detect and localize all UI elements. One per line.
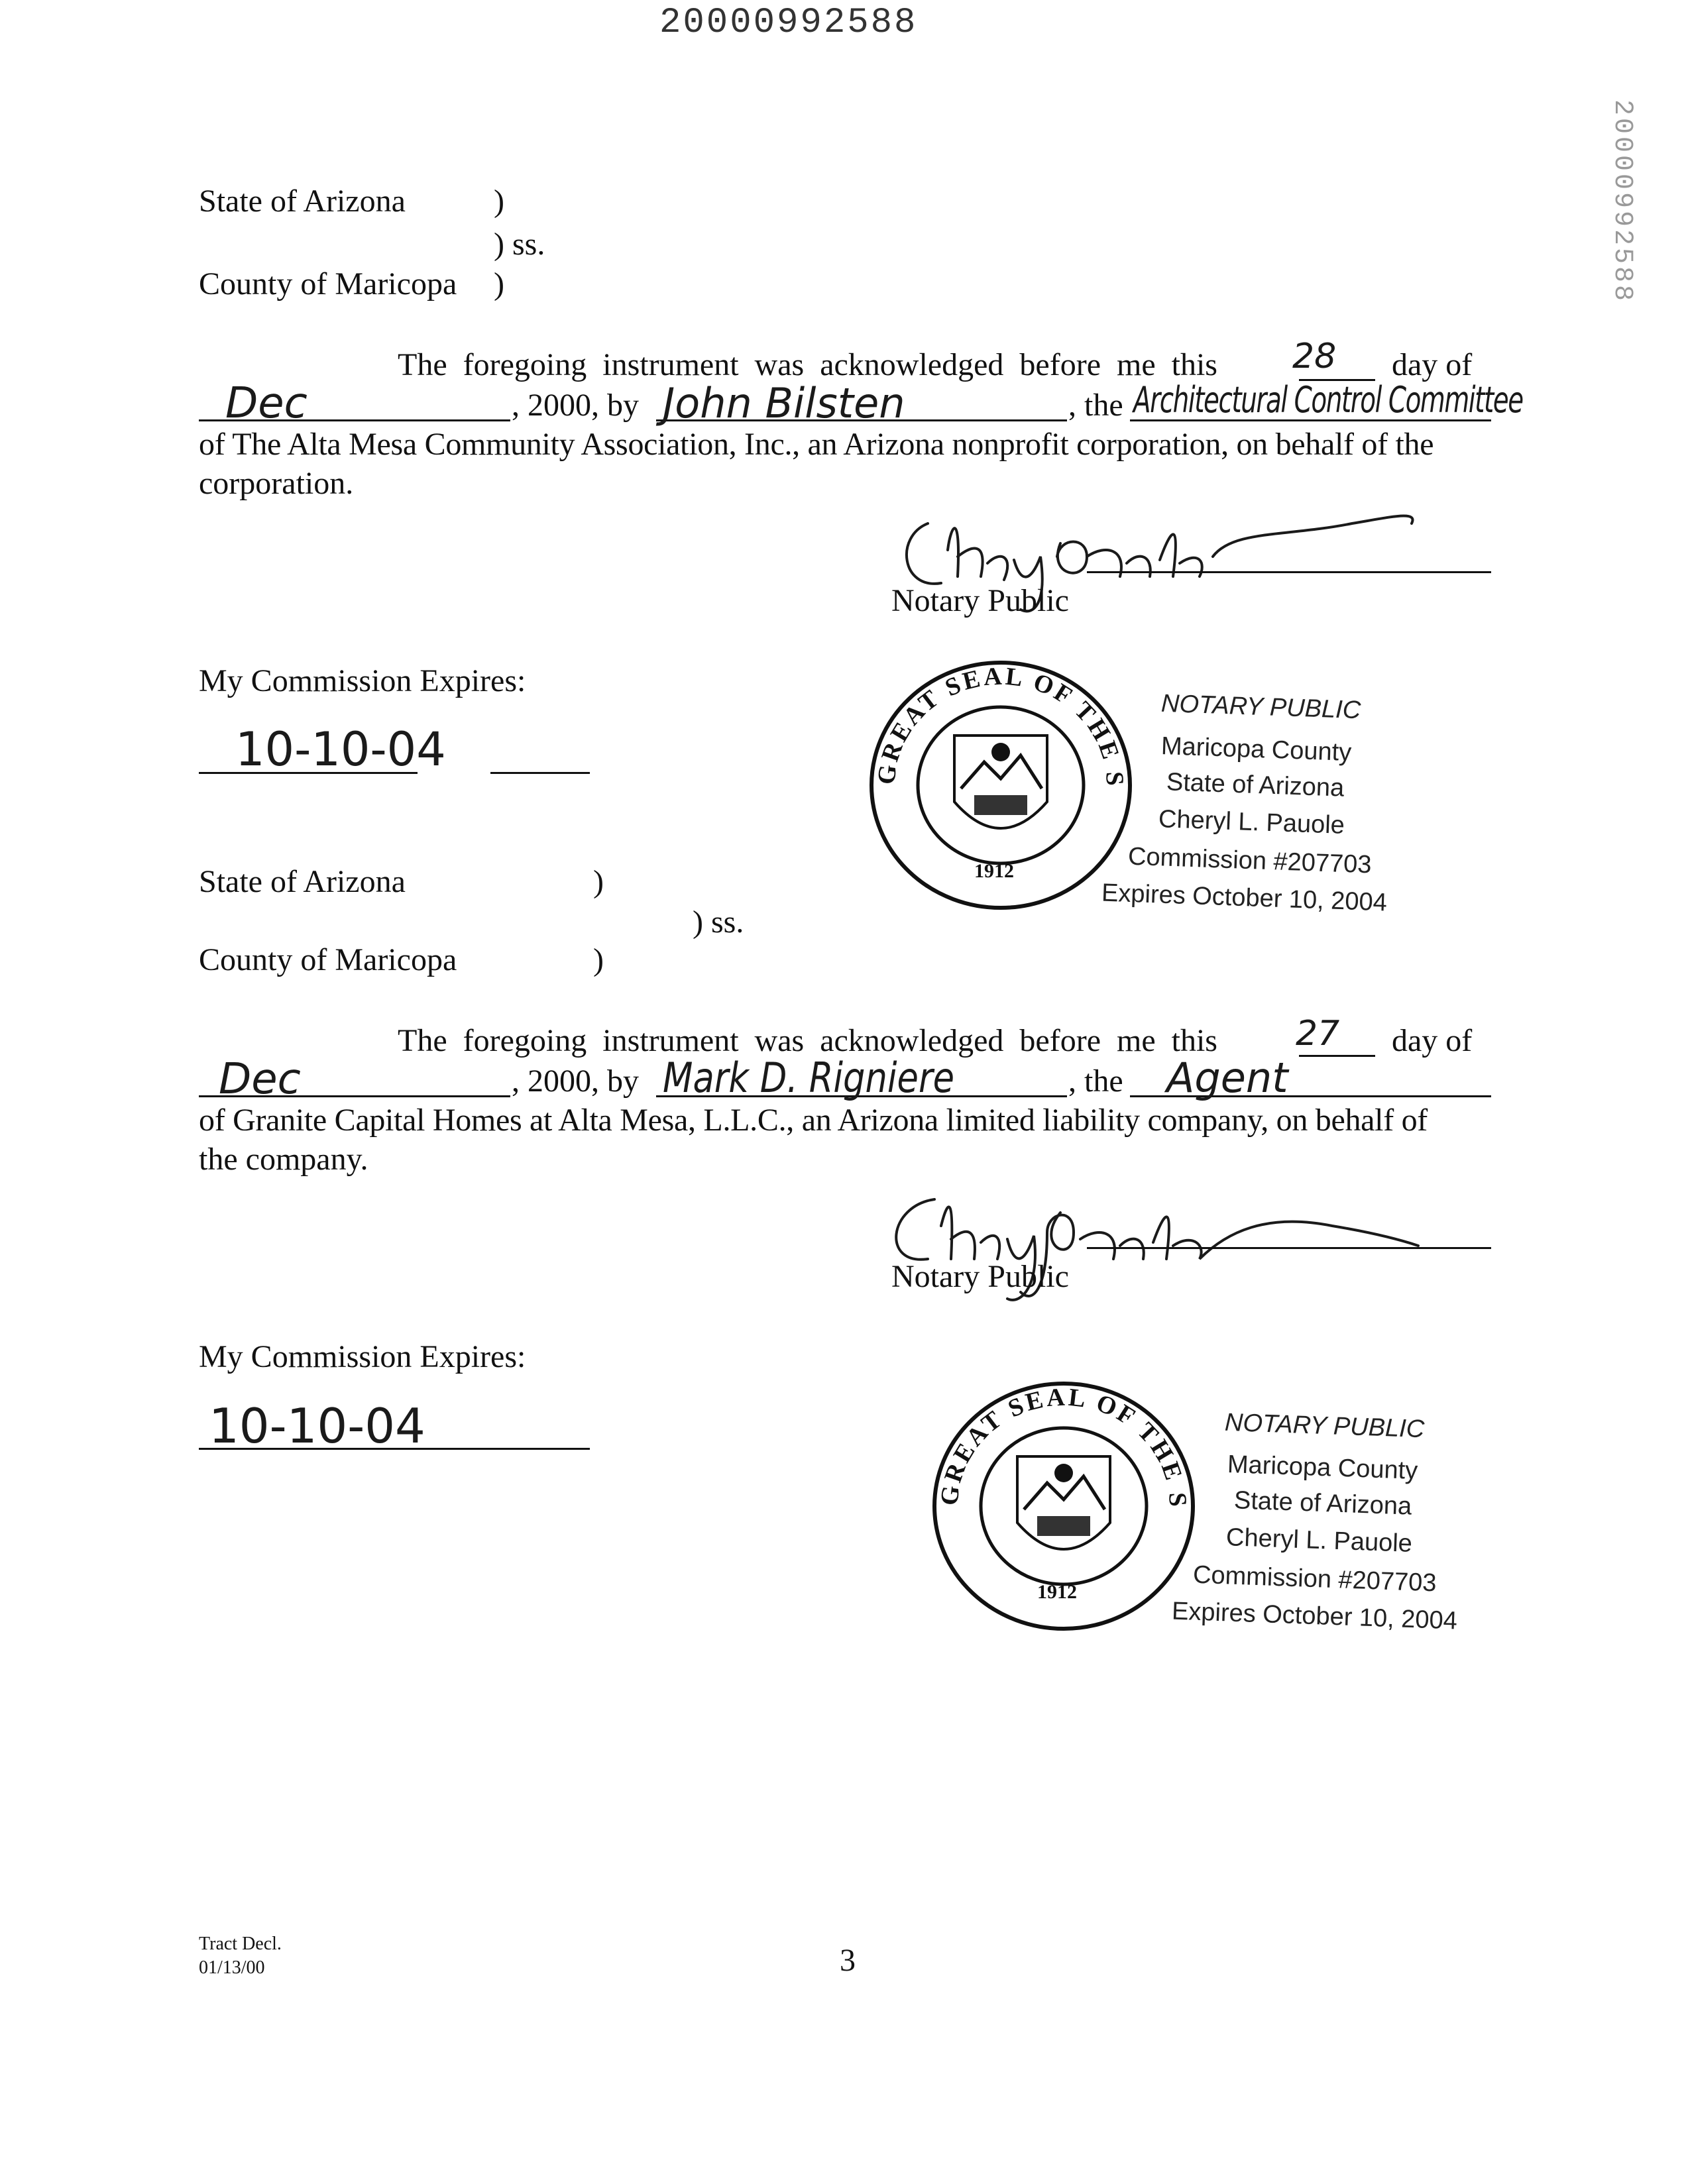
state-seal-2-year: 1912 (1037, 1581, 1077, 1603)
venue-paren-bottom-2: ) (593, 942, 604, 977)
venue-ss: ) ss. (494, 227, 545, 262)
footer-doc-name: Tract Decl. (199, 1934, 282, 1954)
commission-date-2: 10-10-04 (209, 1398, 425, 1454)
commission-label-1: My Commission Expires: (199, 663, 526, 698)
venue-state-2: State of Arizona (199, 864, 406, 899)
ack-month: Dec (225, 379, 308, 428)
ack2-day: 27 (1296, 1014, 1340, 1054)
venue-county-2: County of Maricopa (199, 942, 457, 977)
stamp1-line3: State of Arizona (1166, 768, 1345, 802)
notary-line-2 (1087, 1247, 1491, 1249)
notary-label-2: Notary Public (891, 1259, 1069, 1294)
ack-line1-end: day of (1392, 347, 1473, 382)
notary-label-1: Notary Public (891, 583, 1069, 618)
ack2-line4: the company. (199, 1142, 368, 1177)
stamp2-line5: Commission #207703 (1192, 1560, 1437, 1598)
stamp1-line6: Expires October 10, 2004 (1101, 879, 1388, 917)
state-seal-1-year: 1912 (974, 860, 1014, 882)
commission-blank-1b (490, 772, 590, 774)
stamp2-line6: Expires October 10, 2004 (1171, 1597, 1458, 1635)
ack-day: 28 (1292, 337, 1337, 376)
svg-text:GREAT SEAL OF THE STATE OF ARI: GREAT SEAL OF THE STATE OF ARIZONA (920, 1355, 1192, 1510)
commission-label-2: My Commission Expires: (199, 1339, 526, 1374)
footer-doc-date: 01/13/00 (199, 1957, 265, 1978)
stamp2-line2: Maricopa County (1227, 1450, 1418, 1485)
ack-line3: of The Alta Mesa Community Association, Inc., an Arizona nonprofit corporation, on behalf of the (199, 427, 1434, 462)
stamp2-line3: State of Arizona (1233, 1486, 1412, 1521)
venue-ss-2: ) ss. (693, 904, 744, 940)
ack-title: Architectural Control Committee (1133, 379, 1523, 421)
ack2-line1-start: The foregoing instrument was acknowledged before me this (398, 1023, 1217, 1058)
stamp1-line4: Cheryl L. Pauole (1158, 805, 1345, 840)
day2-blank (1299, 1055, 1375, 1057)
stamp2-line4: Cheryl L. Pauole (1225, 1523, 1413, 1558)
venue-paren-top-2: ) (593, 864, 604, 899)
stamp1-line2: Maricopa County (1160, 732, 1352, 767)
ack2-title: Agent (1166, 1054, 1288, 1102)
stamp1-line5: Commission #207703 (1127, 842, 1373, 879)
venue-paren-top: ) (494, 184, 504, 219)
ack-year-by: , 2000, by (512, 388, 639, 423)
svg-text:GREAT SEAL OF THE STATE OF ARI: GREAT SEAL OF THE STATE OF ARIZONA (857, 634, 1129, 789)
ack2-line3: of Granite Capital Homes at Alta Mesa, L.L.C., an Arizona limited liability company, on behalf of (199, 1103, 1428, 1138)
ack-line4: corporation. (199, 466, 354, 501)
venue-state: State of Arizona (199, 184, 406, 219)
ack2-year-by: , 2000, by (512, 1064, 639, 1099)
ack-line1-start: The foregoing instrument was acknowledged before me this (398, 347, 1217, 382)
ack-name: John Bilsten (663, 379, 905, 427)
ack-the: , the (1068, 388, 1123, 423)
venue-paren-bottom: ) (494, 266, 504, 301)
ack2-the: , the (1068, 1064, 1123, 1099)
notary-line-1 (1087, 571, 1491, 573)
stamp1-line1: NOTARY PUBLIC (1160, 689, 1361, 725)
ack2-name: Mark D. Rigniere (663, 1054, 955, 1102)
stamp2-line1: NOTARY PUBLIC (1224, 1408, 1425, 1444)
ack2-line1-end: day of (1392, 1023, 1473, 1058)
venue-county: County of Maricopa (199, 266, 457, 301)
page-number: 3 (840, 1943, 856, 1978)
ack2-month: Dec (219, 1055, 301, 1104)
side-recording-stamp: 20000992588 (1607, 99, 1637, 304)
document-number: 20000992588 (659, 3, 918, 43)
commission-date-1: 10-10-04 (235, 722, 446, 777)
